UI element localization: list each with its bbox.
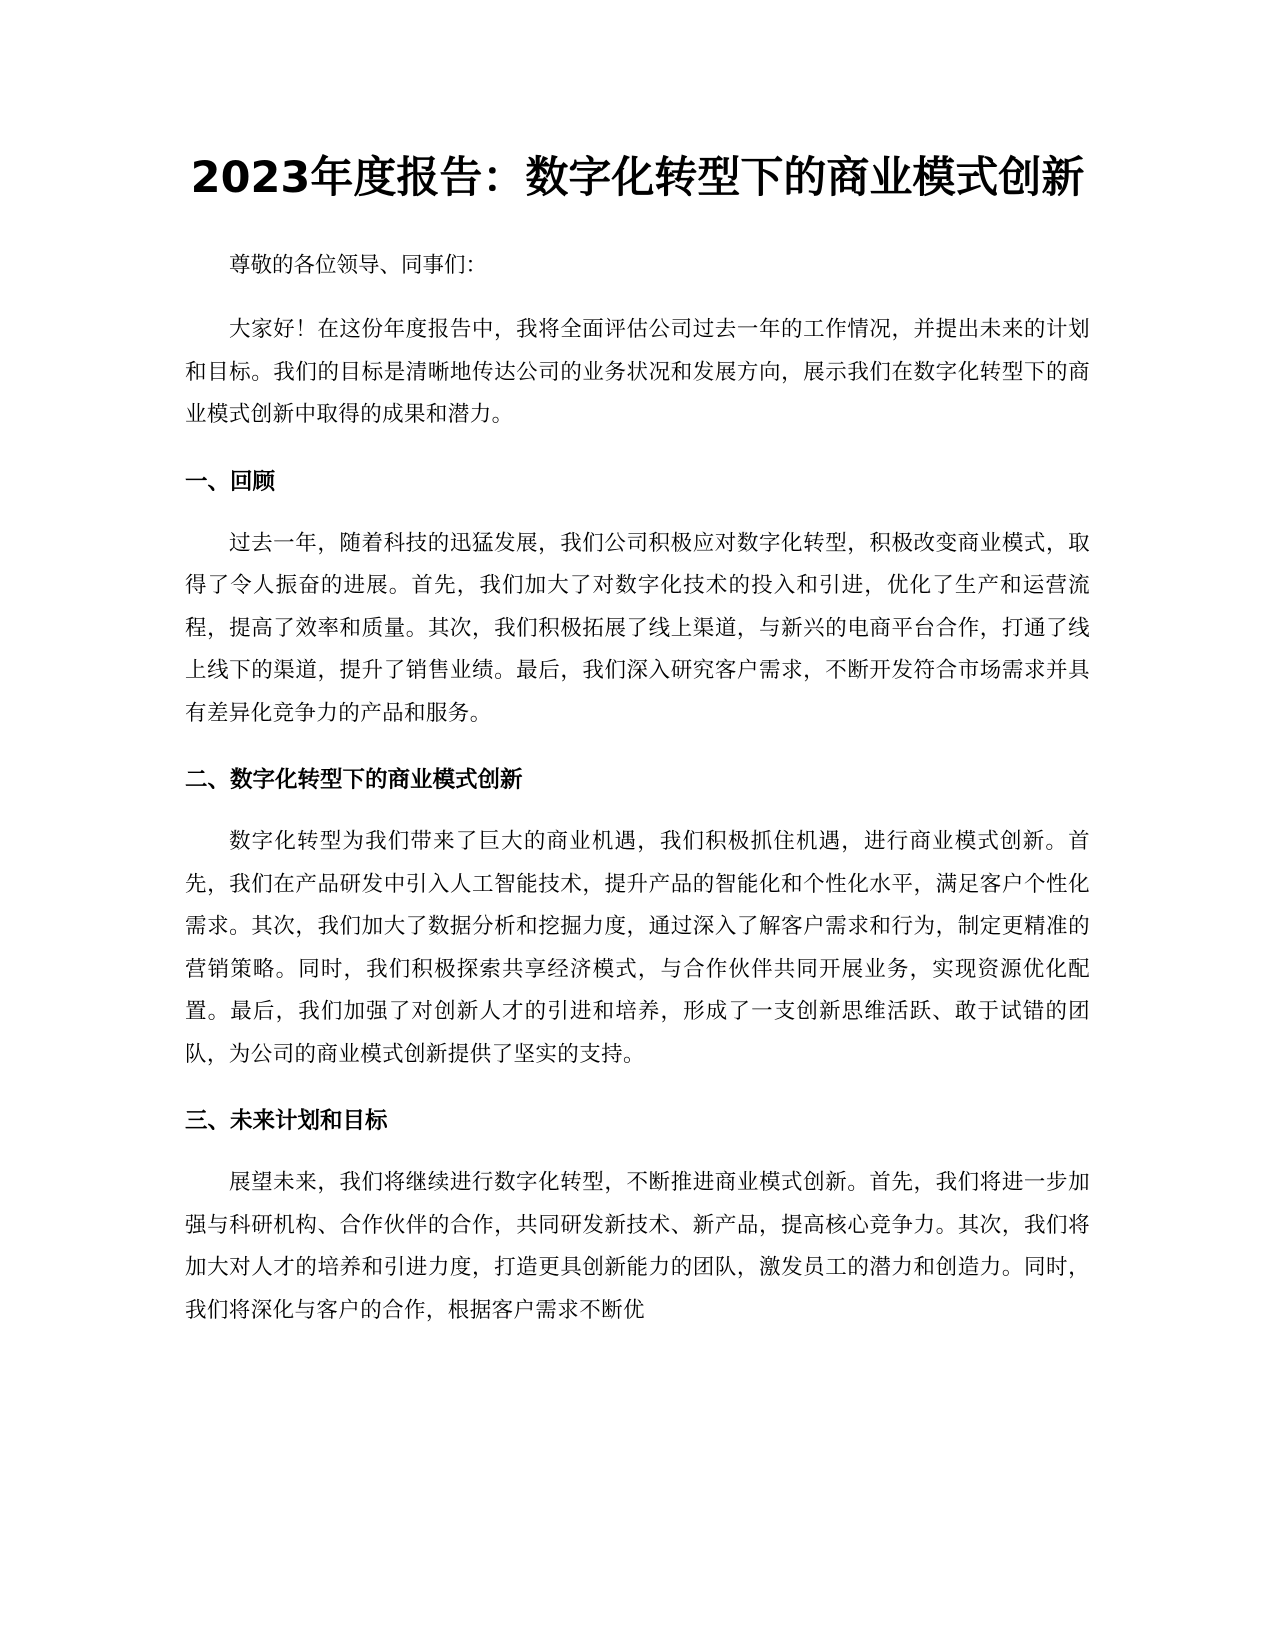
intro-paragraph: 大家好！在这份年度报告中，我将全面评估公司过去一年的工作情况，并提出未来的计划和目标。我们的目标是清晰地传达公司的业务状况和发展方向，展示我们在数字化转型下的商业模式创新中取得的成果和潜力。 bbox=[185, 317, 1090, 427]
section-future-plans bbox=[185, 1100, 1090, 1332]
section-paragraph: 数字化转型为我们带来了巨大的商业机遇，我们积极抓住机遇，进行商业模式创新。首先，我们在产品研发中引入人工智能技术，提升产品的智能化和个性化水平，满足客户个性化需求。其次，我们加大了数据分析和挖掘力度，通过深入了解客户需求和行为，制定更精准的营销策略。同时，我们积极探索共享经济模式，与合作伙伴共同开展业务，实现资源优化配置。最后，我们加强了对创新人才的引进和培养，形成了一支创新思维活跃、敢于试错的团队，为公司的商业模式创新提供了坚实的支持。 bbox=[185, 829, 1090, 1067]
section-paragraph: 展望未来，我们将继续进行数字化转型，不断推进商业模式创新。首先，我们将进一步加强与科研机构、合作伙伴的合作，共同研发新技术、新产品，提高核心竞争力。其次，我们将加大对人才的培养和引进力度，打造更具创新能力的团队，激发员工的潜力和创造力。同时，我们将深化与客户的合作，根据客户需求不断优 bbox=[185, 1170, 1090, 1323]
section-review bbox=[185, 461, 1090, 736]
document-title: 2023年度报告：数字化转型下的商业模式创新 bbox=[190, 153, 1085, 203]
document-page bbox=[185, 140, 1090, 1332]
section-heading: 一、回顾 bbox=[185, 468, 276, 495]
greeting: 尊敬的各位领导、同事们： bbox=[229, 253, 488, 278]
section-paragraph: 过去一年，随着科技的迅猛发展，我们公司积极应对数字化转型，积极改变商业模式，取得了令人振奋的进展。首先，我们加大了对数字化技术的投入和引进，优化了生产和运营流程，提高了效率和质量。其次，我们积极拓展了线上渠道，与新兴的电商平台合作，打通了线上线下的渠道，提升了销售业绩。最后，我们深入研究客户需求，不断开发符合市场需求并具有差异化竞争力的产品和服务。 bbox=[185, 530, 1090, 726]
section-heading: 二、数字化转型下的商业模式创新 bbox=[185, 767, 523, 793]
section-heading: 三、未来计划和目标 bbox=[185, 1108, 388, 1134]
section-business-model-innovation bbox=[185, 759, 1090, 1076]
